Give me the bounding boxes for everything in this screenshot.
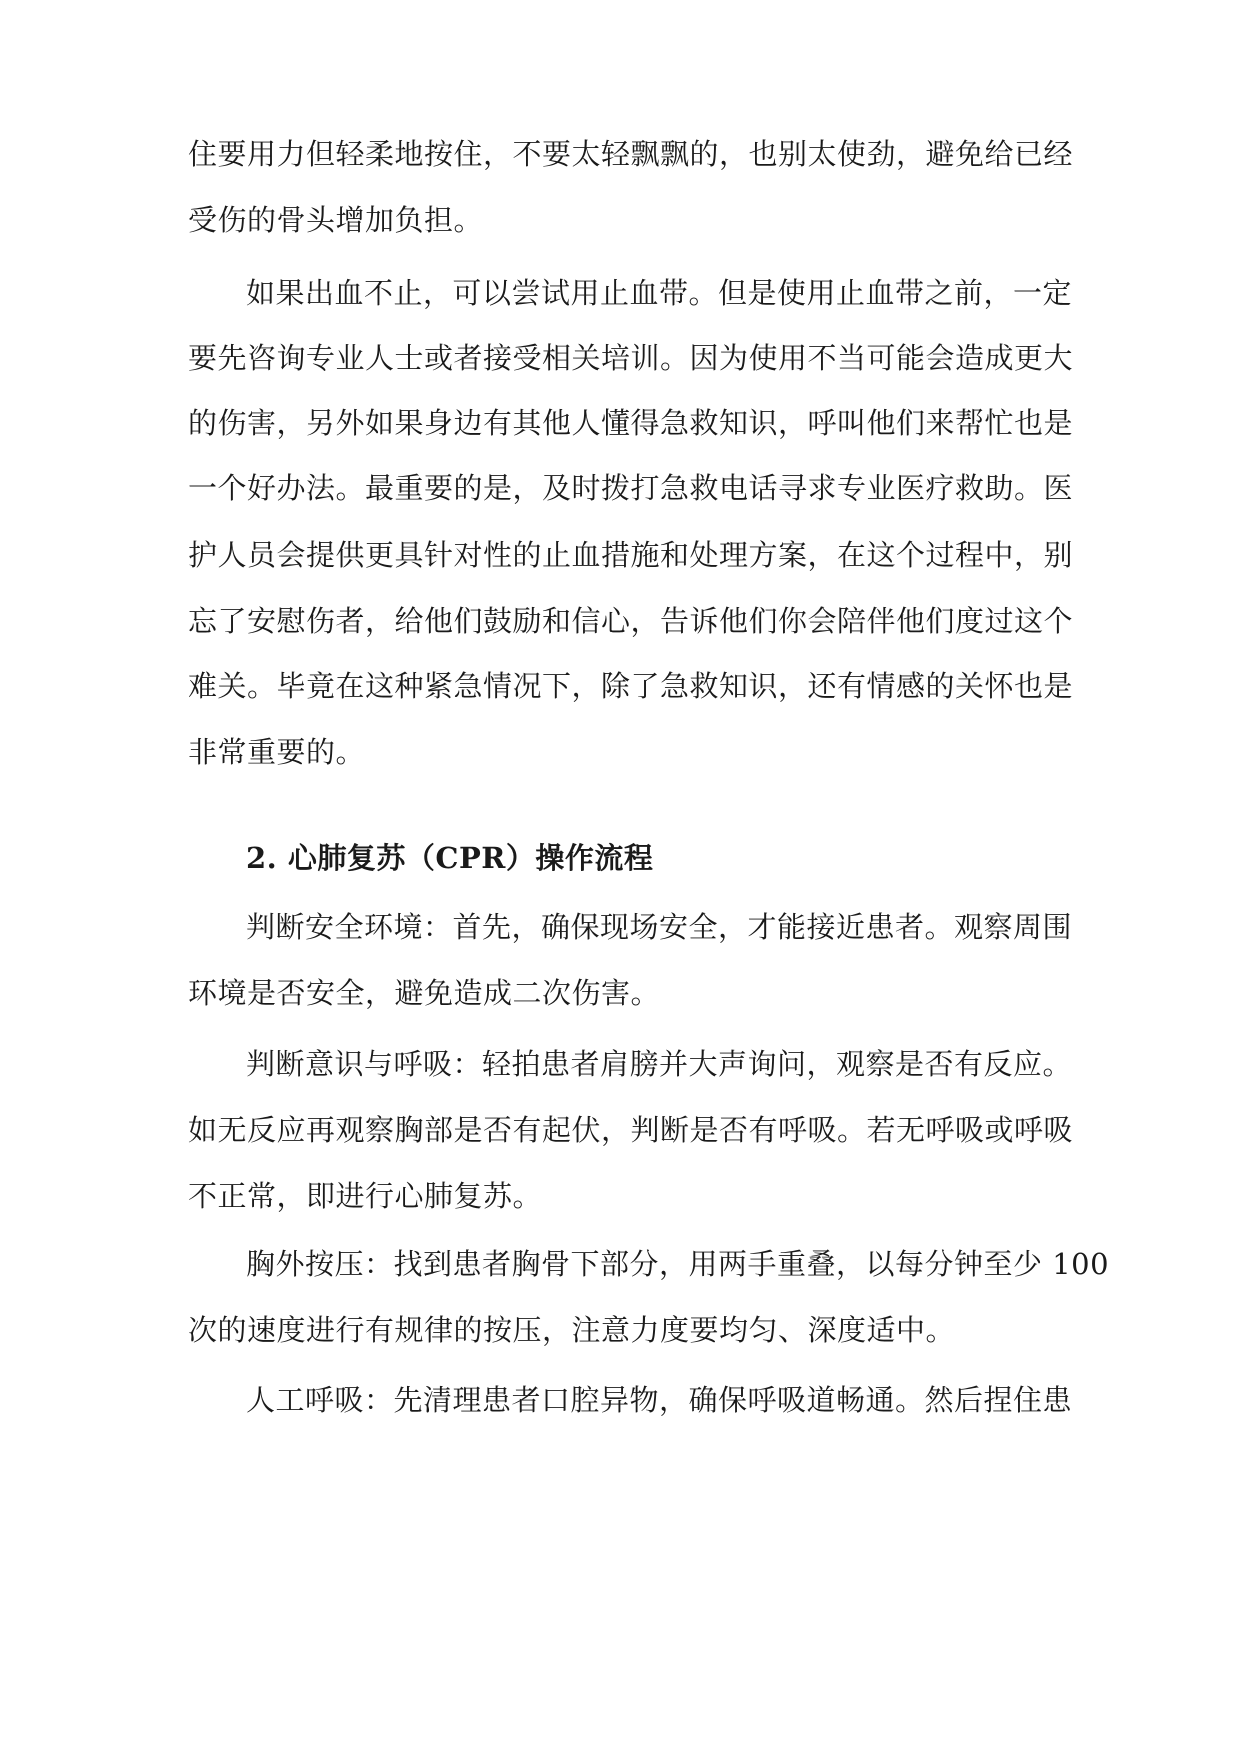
paragraph-2-line-6: 忘了安慰伤者，给他们鼓励和信心，告诉他们你会陪伴他们度过这个: [188, 604, 1074, 638]
paragraph-2-line-4: 一个好办法。最重要的是，及时拨打急救电话寻求专业医疗救助。医: [188, 471, 1074, 505]
paragraph-1-line-2: 受伤的骨头增加负担。: [188, 203, 484, 237]
paragraph-1-line-1: 住要用力但轻柔地按住，不要太轻飘飘的，也别太使劲，避免给已经: [188, 137, 1074, 171]
paragraph-2-line-1: 如果出血不止，可以尝试用止血带。但是使用止血带之前，一定: [246, 276, 1073, 310]
step-4-line-1: 人工呼吸：先清理患者口腔异物，确保呼吸道畅通。然后捏住患: [246, 1383, 1073, 1417]
step-2-line-2: 如无反应再观察胸部是否有起伏，判断是否有呼吸。若无呼吸或呼吸: [188, 1113, 1074, 1147]
paragraph-2-line-8: 非常重要的。: [188, 735, 366, 769]
paragraph-2-line-3: 的伤害，另外如果身边有其他人懂得急救知识，呼叫他们来帮忙也是: [188, 406, 1074, 440]
step-2-line-3: 不正常，即进行心肺复苏。: [188, 1179, 543, 1213]
step-1-line-1: 判断安全环境：首先，确保现场安全，才能接近患者。观察周围: [246, 910, 1073, 944]
step-1-line-2: 环境是否安全，避免造成二次伤害。: [188, 976, 661, 1010]
paragraph-2-line-5: 护人员会提供更具针对性的止血措施和处理方案，在这个过程中，别: [188, 538, 1074, 572]
step-3-line-2: 次的速度进行有规律的按压，注意力度要均匀、深度适中。: [188, 1313, 956, 1347]
step-2-line-1: 判断意识与呼吸：轻拍患者肩膀并大声询问，观察是否有反应。: [246, 1047, 1073, 1081]
paragraph-2-line-7: 难关。毕竟在这种紧急情况下，除了急救知识，还有情感的关怀也是: [188, 669, 1074, 703]
paragraph-2-line-2: 要先咨询专业人士或者接受相关培训。因为使用不当可能会造成更大: [188, 341, 1074, 375]
step-3-line-1: 胸外按压：找到患者胸骨下部分，用两手重叠，以每分钟至少 100: [246, 1247, 1110, 1281]
section-heading: 2. 心肺复苏（CPR）操作流程: [246, 841, 654, 875]
